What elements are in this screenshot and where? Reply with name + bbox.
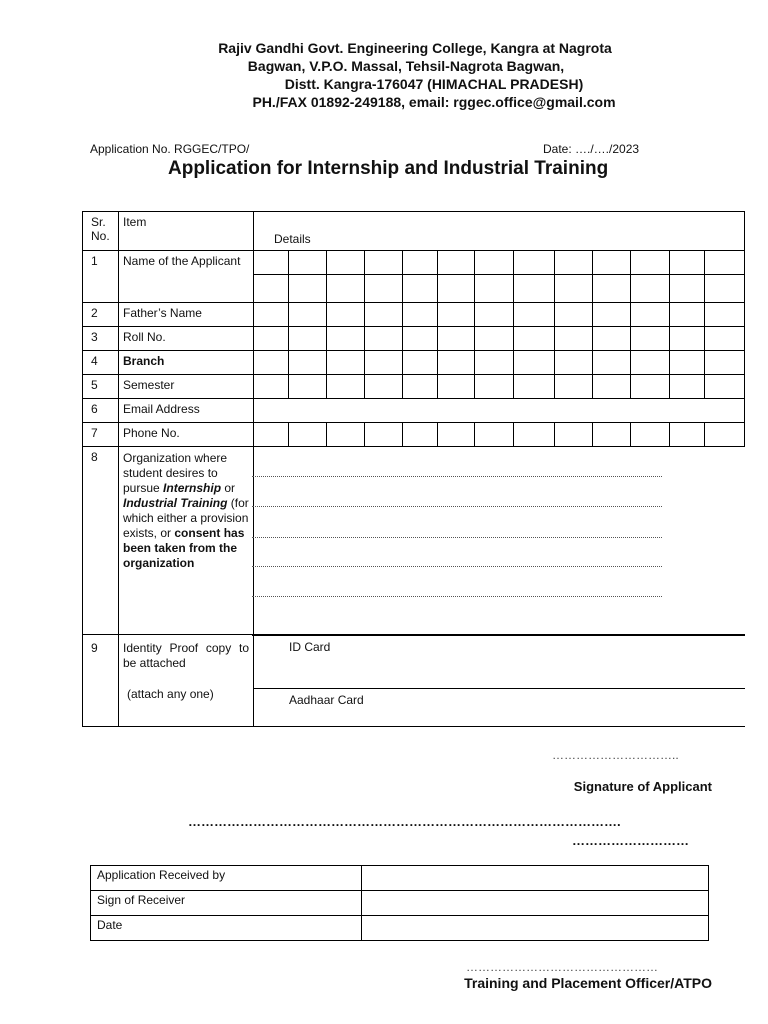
branch-box[interactable]: [327, 351, 365, 375]
branch-box[interactable]: [705, 351, 745, 375]
row-9-note: (attach any one): [127, 687, 214, 701]
signature-line-short: ………………………: [572, 833, 689, 848]
id-card-option[interactable]: ID Card: [289, 640, 331, 654]
row-5-sr: 5: [83, 375, 119, 399]
father-box[interactable]: [631, 303, 670, 327]
semester-box[interactable]: [289, 375, 327, 399]
phone-box[interactable]: [705, 423, 745, 447]
college-header: [0, 39, 768, 111]
phone-box[interactable]: [365, 423, 403, 447]
name-box[interactable]: [555, 275, 593, 303]
semester-box[interactable]: [631, 375, 670, 399]
received-by-label: Application Received by: [91, 866, 362, 891]
phone-box[interactable]: [631, 423, 670, 447]
name-box[interactable]: [438, 251, 475, 275]
roll-box[interactable]: [365, 327, 403, 351]
name-box[interactable]: [705, 251, 745, 275]
header-line-3: Distt. Kangra-176047 (HIMACHAL PRADESH): [284, 76, 584, 92]
semester-box[interactable]: [670, 375, 705, 399]
row-5-item: Semester: [119, 375, 254, 399]
row-9-item: [119, 635, 254, 727]
col-details-header: Details: [254, 212, 745, 251]
roll-box[interactable]: [514, 327, 555, 351]
father-box[interactable]: [670, 303, 705, 327]
semester-box[interactable]: [254, 375, 289, 399]
divider: [254, 688, 745, 689]
phone-box[interactable]: [438, 423, 475, 447]
row-8-text: Organization where student desires to pursue: [123, 451, 228, 495]
row-9-sr: 9: [83, 635, 119, 727]
father-box[interactable]: [254, 303, 289, 327]
header-line-4: PH./FAX 01892-249188, email: rggec.office@gmail.com: [252, 94, 616, 110]
semester-box[interactable]: [365, 375, 403, 399]
roll-box[interactable]: [631, 327, 670, 351]
branch-box[interactable]: [365, 351, 403, 375]
row-4-sr: 4: [83, 351, 119, 375]
name-box[interactable]: [475, 275, 514, 303]
col-sr-header: Sr. No.: [83, 212, 119, 251]
branch-box[interactable]: [438, 351, 475, 375]
father-box[interactable]: [438, 303, 475, 327]
row-3-item: Roll No.: [119, 327, 254, 351]
name-box[interactable]: [438, 275, 475, 303]
sign-of-receiver-field[interactable]: [362, 891, 709, 916]
roll-box[interactable]: [327, 327, 365, 351]
roll-box[interactable]: [555, 327, 593, 351]
father-box[interactable]: [365, 303, 403, 327]
father-box[interactable]: [555, 303, 593, 327]
dotted-line: [252, 476, 662, 477]
branch-box[interactable]: [670, 351, 705, 375]
phone-box[interactable]: [475, 423, 514, 447]
phone-box[interactable]: [254, 423, 289, 447]
name-box[interactable]: [514, 251, 555, 275]
phone-box[interactable]: [555, 423, 593, 447]
name-box[interactable]: [327, 251, 365, 275]
branch-box[interactable]: [631, 351, 670, 375]
name-box[interactable]: [289, 275, 327, 303]
roll-box[interactable]: [670, 327, 705, 351]
name-box[interactable]: [705, 275, 745, 303]
row-3-sr: 3: [83, 327, 119, 351]
phone-box[interactable]: [403, 423, 438, 447]
receipt-table: [90, 865, 709, 941]
col-item-header: Item: [119, 212, 254, 251]
roll-box[interactable]: [593, 327, 631, 351]
branch-box[interactable]: [403, 351, 438, 375]
tpo-signature-dots: …………………………………………: [466, 960, 658, 974]
father-box[interactable]: [289, 303, 327, 327]
semester-box[interactable]: [403, 375, 438, 399]
name-box[interactable]: [365, 251, 403, 275]
sign-of-receiver-label: Sign of Receiver: [91, 891, 362, 916]
application-date: Date: …./…./2023: [543, 142, 640, 156]
dotted-line: [252, 566, 662, 567]
row-8-internship: Internship: [163, 481, 222, 495]
phone-box[interactable]: [327, 423, 365, 447]
row-2-item: Father’s Name: [119, 303, 254, 327]
name-box[interactable]: [631, 275, 670, 303]
branch-box[interactable]: [289, 351, 327, 375]
row-2-sr: 2: [83, 303, 119, 327]
name-box[interactable]: [327, 275, 365, 303]
aadhaar-card-option[interactable]: Aadhaar Card: [289, 693, 364, 707]
father-box[interactable]: [327, 303, 365, 327]
signature-dots: …………………………..: [552, 748, 679, 762]
row-7-sr: 7: [83, 423, 119, 447]
signature-line-long: ……………………………………………………………………………………….: [188, 814, 621, 829]
row-8-consent: consent has been taken from the organization: [123, 526, 245, 570]
dotted-line: [252, 506, 662, 507]
application-number: Application No. RGGEC/TPO/: [90, 142, 250, 156]
receipt-date-label: Date: [91, 916, 362, 941]
name-box[interactable]: [514, 275, 555, 303]
phone-box[interactable]: [289, 423, 327, 447]
row-1-item: Name of the Applicant: [119, 251, 254, 303]
phone-box[interactable]: [593, 423, 631, 447]
name-box[interactable]: [593, 275, 631, 303]
name-box[interactable]: [475, 251, 514, 275]
row-6-sr: 6: [83, 399, 119, 423]
name-box[interactable]: [670, 251, 705, 275]
row-8-item: [119, 447, 254, 635]
father-box[interactable]: [514, 303, 555, 327]
dotted-line: [252, 596, 662, 597]
roll-box[interactable]: [705, 327, 745, 351]
row-7-item: Phone No.: [119, 423, 254, 447]
row-8-sr: 8: [83, 447, 119, 635]
name-box[interactable]: [403, 251, 438, 275]
semester-box[interactable]: [555, 375, 593, 399]
branch-box[interactable]: [254, 351, 289, 375]
name-box[interactable]: [670, 275, 705, 303]
phone-box[interactable]: [670, 423, 705, 447]
name-box[interactable]: [593, 251, 631, 275]
branch-box[interactable]: [555, 351, 593, 375]
phone-box[interactable]: [514, 423, 555, 447]
form-title: Application for Internship and Industrial Training: [168, 158, 609, 179]
name-box[interactable]: [555, 251, 593, 275]
name-box[interactable]: [289, 251, 327, 275]
father-box[interactable]: [403, 303, 438, 327]
roll-box[interactable]: [254, 327, 289, 351]
branch-box[interactable]: [593, 351, 631, 375]
row-4-item: Branch: [119, 351, 254, 375]
semester-box[interactable]: [514, 375, 555, 399]
row-8-text: (for which either a provision exists, or: [123, 496, 249, 540]
row-9-label: Identity Proof copy to be attached: [123, 641, 249, 670]
row-6-item: Email Address: [119, 399, 254, 423]
header-line-2: Bagwan, V.P.O. Massal, Tehsil-Nagrota Bagwan,: [247, 58, 565, 74]
tpo-label: Training and Placement Officer/ATPO: [464, 975, 712, 991]
branch-box[interactable]: [514, 351, 555, 375]
header-line-1: Rajiv Gandhi Govt. Engineering College, Kangra at Nagrota: [218, 40, 612, 56]
dotted-line: [252, 537, 662, 538]
application-table: [82, 211, 745, 727]
receipt-date-field[interactable]: [362, 916, 709, 941]
name-box[interactable]: [403, 275, 438, 303]
name-box[interactable]: [365, 275, 403, 303]
roll-box[interactable]: [403, 327, 438, 351]
semester-box[interactable]: [705, 375, 745, 399]
organization-field[interactable]: [254, 447, 745, 635]
semester-box[interactable]: [438, 375, 475, 399]
row-8-bottom-rule: [252, 634, 745, 636]
name-box[interactable]: [631, 251, 670, 275]
row-8-industrial-training: Industrial Training: [123, 496, 228, 510]
roll-box[interactable]: [438, 327, 475, 351]
signature-label: Signature of Applicant: [573, 779, 712, 794]
row-8-text: or: [221, 481, 236, 495]
id-proof-options: [254, 635, 745, 727]
father-box[interactable]: [705, 303, 745, 327]
semester-box[interactable]: [593, 375, 631, 399]
branch-box[interactable]: [475, 351, 514, 375]
email-field[interactable]: [254, 399, 745, 423]
row-1-sr: 1: [83, 251, 119, 303]
name-box[interactable]: [254, 251, 289, 275]
semester-box[interactable]: [327, 375, 365, 399]
received-by-field[interactable]: [362, 866, 709, 891]
name-box[interactable]: [254, 275, 289, 303]
roll-box[interactable]: [289, 327, 327, 351]
father-box[interactable]: [475, 303, 514, 327]
father-box[interactable]: [593, 303, 631, 327]
semester-box[interactable]: [475, 375, 514, 399]
roll-box[interactable]: [475, 327, 514, 351]
